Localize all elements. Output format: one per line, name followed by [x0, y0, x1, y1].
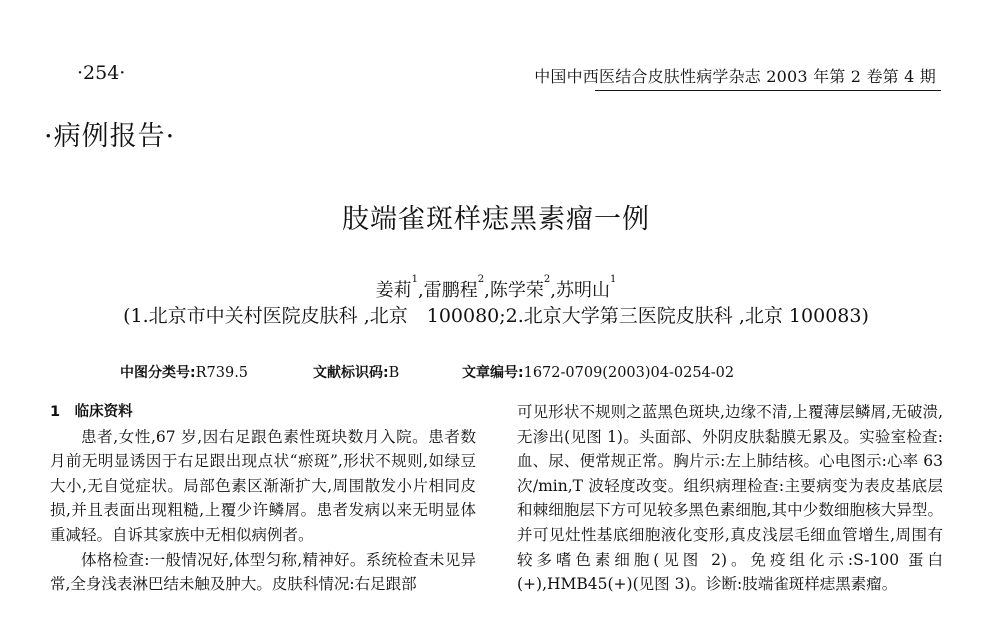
section-title: ·病例报告· [44, 121, 176, 152]
article-number-value: 1672-0709(2003)04-0254-02 [523, 365, 735, 381]
author-name: 雷鹏程 [423, 280, 478, 301]
author-name: 苏明山 [555, 280, 610, 301]
body-paragraph: 可见形状不规则之蓝黑色斑块,边缘不清,上覆薄层鳞屑,无破溃,无渗出(见图 1)。头面部、外阴皮肤黏膜无累及。实验室检查:血、尿、便常规正常。胸片示:左上肺结核。心电图示:心率 63 次/min,T 波轻度改变。组织病理检查:主要病变为表皮基底层和棘细胞层下方可见较多黑色素细胞,其中少数细胞核大异型。并可见灶性基底细胞液化变形,真皮浅层毛细血管增生,周围有较多嗜色素细胞(见图 2)。免疫组化示:S-100 蛋白(+),HMB45(+)(见图 3)。诊断:肢端雀斑样痣黑素瘤。 [517, 403, 943, 594]
article-number-label: 文章编号: [462, 365, 524, 381]
body-paragraph: 体格检查:一般情况好,体型匀称,精神好。系统检查未见异常,全身浅表淋巴结未触及肿大。皮肤科情况:右足跟部 [50, 550, 476, 594]
author-affiliation-mark: 1 [609, 274, 617, 285]
author-affiliation-mark: 2 [477, 274, 485, 285]
author-affiliation-mark: 1 [411, 274, 419, 285]
body-paragraph: 患者,女性,67 岁,因右足跟色素性斑块数月入院。患者数月前无明显诱因于右足跟出现点状“瘀斑”,形状不规则,如绿豆大小,无自觉症状。局部色素区渐渐扩大,周围散发小片相同皮损,并且表面出现粗糙,上覆少许鳞屑。患者发病以来无明显体重减轻。自诉其家族中无相似病例者。 [50, 427, 476, 544]
author-list: 姜莉$^1$,雷鹏程$^2$,陈学荣$^2$,苏明山$^1$ [375, 274, 617, 301]
document-code-value: B [388, 365, 400, 381]
article-number [462, 362, 734, 382]
clc-number [120, 362, 248, 382]
author-affiliation-mark: 2 [543, 274, 551, 285]
author-name: 姜莉 [375, 280, 412, 301]
clc-value: R739.5 [195, 365, 249, 381]
header-rule [595, 90, 941, 91]
page-number: ·254· [77, 62, 126, 84]
right-column [517, 400, 943, 597]
author-name: 陈学荣 [489, 280, 544, 301]
journal-running-head: 中国中西医结合皮肤性病学杂志 2003 年第 2 卷第 4 期 [534, 67, 936, 86]
left-column [50, 400, 476, 597]
document-code [313, 362, 399, 382]
document-code-label: 文献标识码: [313, 365, 389, 381]
article-title: 肢端雀斑样痣黑素瘤一例 [342, 204, 650, 235]
section-heading: 1 临床资料 [50, 404, 133, 420]
author-affiliations: (1.北京市中关村医院皮肤科 ,北京 100080;2.北京大学第三医院皮肤科 ,北京 100083) [123, 305, 869, 327]
clc-label: 中图分类号: [120, 365, 196, 381]
